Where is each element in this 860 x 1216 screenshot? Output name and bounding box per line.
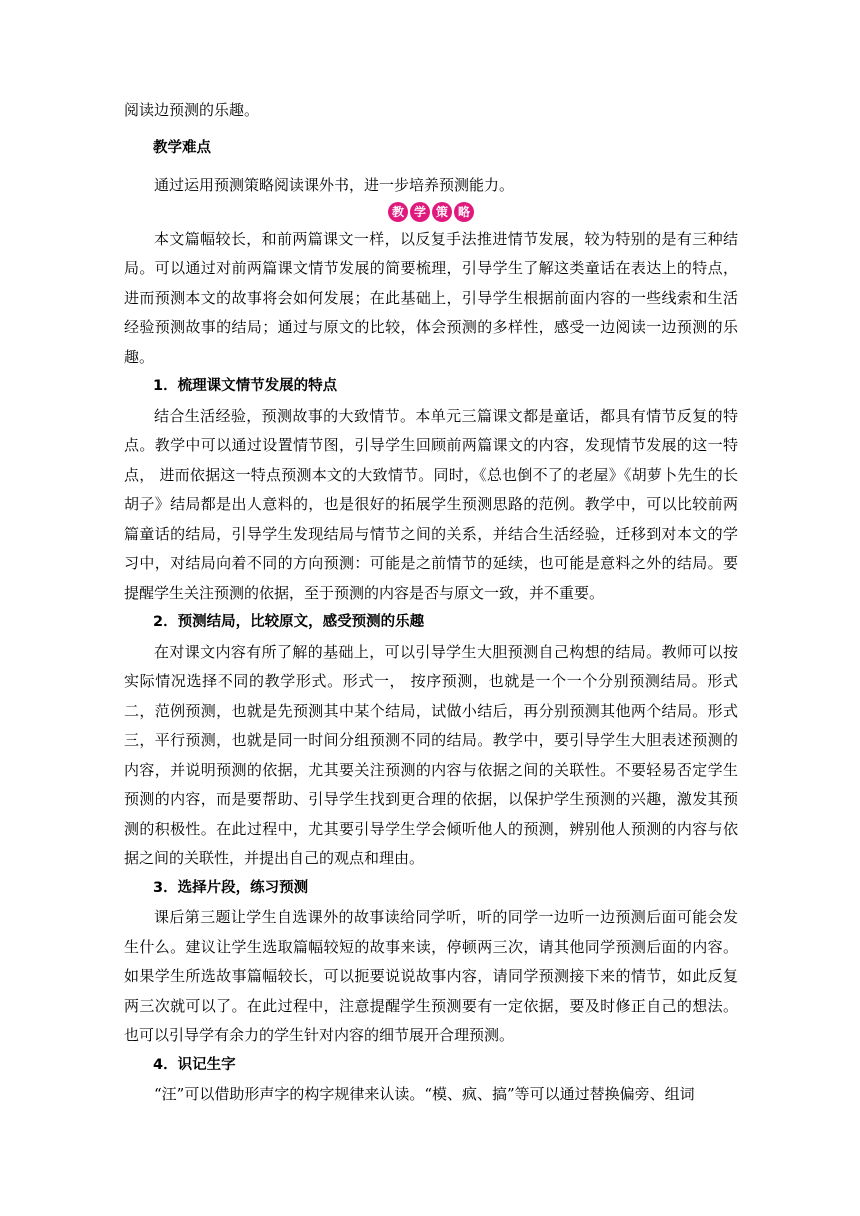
- badge-char-2: 学: [410, 202, 430, 222]
- section-2-heading: 2．预测结局，比较原文，感受预测的乐趣: [153, 614, 425, 630]
- section-2-text: 在对课文内容有所了解的基础上，可以引导学生大胆预测自己构想的结局。教师可以按实际情况选择不同的教学形式。形式一， 按序预测，也就是一个一个分别预测结局。形式二，范例预测，也就是先预测其中某个结局，试做小结后，再分别预测其他两个结局。形式三，平行预测，也就是同一时间分组预测不同的结局。教学中，要引导学生大胆表述预测的内容，并说明预测的依据，尤其要关注预测的内容与依据之间的关联性。不要轻易否定学生预测的内容，而是要帮助、引导学生找到更合理的依据，以保护学生预测的兴趣，激发其预测的积极性。在此过程中，尤其要引导学生学会倾听他人的预测，辨别他人预测的内容与依据之间的关联性，并提出自己的观点和理由。: [124, 642, 738, 867]
- intro-tail: 阅读边预测的乐趣。: [124, 101, 260, 119]
- section-3-heading: 3．选择片段，练习预测: [153, 879, 309, 896]
- difficulty-text: 通过运用预测策略阅读课外书，进一步培养预测能力。: [154, 176, 515, 194]
- strategy-intro: 本文篇幅较长，和前两篇课文一样，以反复手法推进情节发展，较为特别的是有三种结局。可以通过对前两篇课文情节发展的简要梳理，引导学生了解这类童话在表达上的特点，进而预测本文的故事将会如何发展；在此基础上，引导学生根据前面内容的一些线索和生活经验预测故事的结局；通过与原文的比较，体会预测的多样性，感受一边阅读一边预测的乐趣。: [124, 229, 738, 366]
- section-3-text: 课后第三题让学生自选课外的故事读给同学听，听的同学一边听一边预测后面可能会发生什么。建议让学生选取篇幅较短的故事来读，停顿两三次，请其他同学预测后面的内容。如果学生所选故事篇幅较长，可以扼要说说故事内容，请同学预测接下来的情节，如此反复两三次就可以了。在此过程中，注意提醒学生预测要有一定依据，要及时修正自己的想法。也可以引导学有余力的学生针对内容的细节展开合理预测。: [124, 908, 738, 1044]
- section-1-text: 结合生活经验，预测故事的大致情节。本单元三篇课文都是童话，都具有情节反复的特点。教学中可以通过设置情节图，引导学生回顾前两篇课文的内容，发现情节发展的这一特点， 进而依据这一特点预测本文的大致情节。同时，《总也倒不了的老屋》《胡萝卜先生的长胡子》结局都是出人意料的，也是很好的拓展学生预测思路的范例。教学中，可以比较前两篇童话的结局，引导学生发现结局与情节之间的关系，并结合生活经验，迁移到对本文的学习中，对结局向着不同的方向预测：可能是之前情节的延续，也可能是意料之外的结局。要提醒学生关注预测的依据，至于预测的内容是否与原文一致，并不重要。: [124, 406, 738, 602]
- strategy-badge: [124, 202, 738, 222]
- difficulty-heading: 教学难点: [153, 139, 211, 156]
- badge-char-4: 略: [454, 202, 474, 222]
- badge-char-1: 教: [388, 202, 408, 222]
- section-4-text: “汪”可以借助形声字的构字规律来认读。“模、疯、搞”等可以通过替换偏旁、组词: [154, 1085, 695, 1103]
- section-4-heading: 4．识记生字: [153, 1056, 236, 1073]
- section-1-heading: 1．梳理课文情节发展的特点: [153, 378, 338, 394]
- document-page: [124, 96, 738, 1110]
- badge-char-3: 策: [432, 202, 452, 222]
